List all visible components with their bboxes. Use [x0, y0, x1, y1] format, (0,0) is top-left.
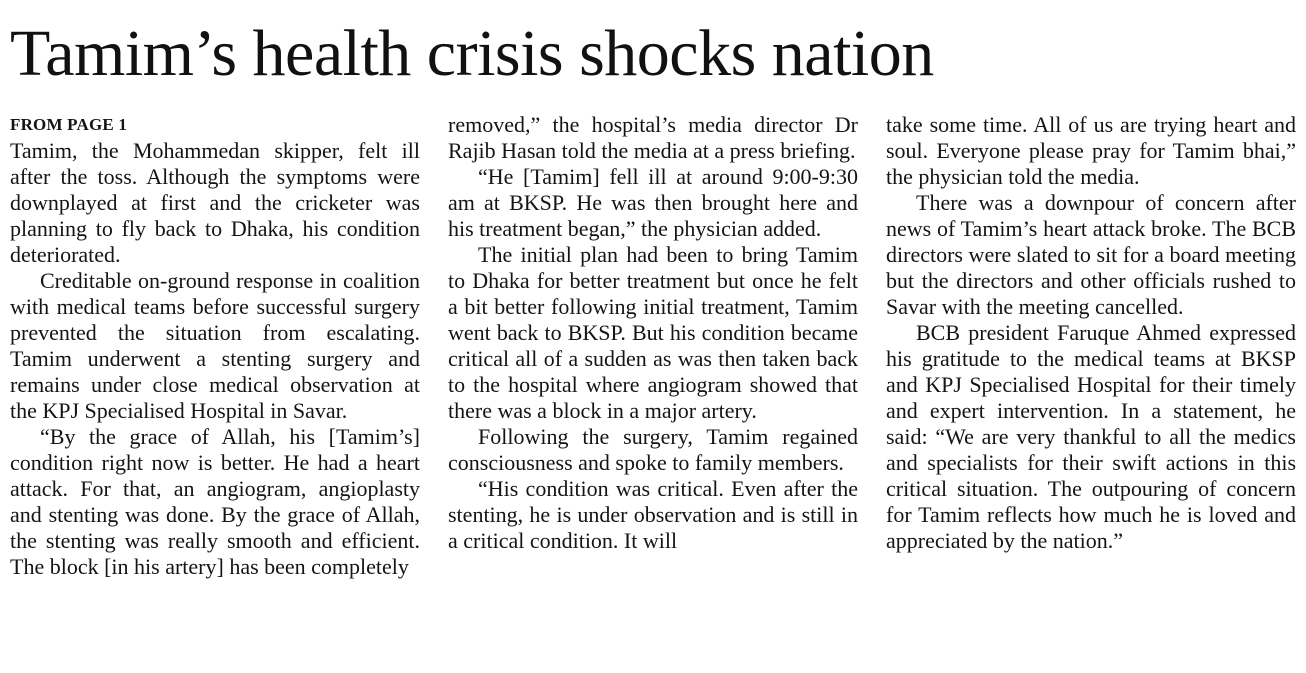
article-paragraph: BCB president Faruque Ahmed expressed his gratitude to the medical teams at BKSP and KPJ Specialised Hospital for their timely and expert intervention. In a statement, he said: “We are very thankful to all the medics and specialists for their swift actions in this critical situation. The outpouring of concern for Tamim reflects how much he is loved and appreciated by the nation.”: [886, 320, 1296, 553]
article-paragraph: Tamim, the Mohammedan skipper, felt ill after the toss. Although the symptoms were downplayed at first and the cricketer was planning to fly back to Dhaka, his condition deteriorated.: [10, 138, 420, 267]
article-paragraph: Creditable on-ground response in coalition with medical teams before successful surgery prevented the situation from escalating. Tamim underwent a stenting surgery and remains under close medical observation at the KPJ Specialised Hospital in Savar.: [10, 268, 420, 423]
article-column-3: [886, 112, 1296, 554]
headline: Tamim’s health crisis shocks nation: [10, 17, 934, 90]
article-column-2: [448, 112, 858, 554]
article-column-1: [10, 112, 420, 580]
article-paragraph: There was a downpour of concern after news of Tamim’s heart attack broke. The BCB directors were slated to sit for a board meeting but the directors and other officials rushed to Savar with the meeting cancelled.: [886, 190, 1296, 319]
article-paragraph: Following the surgery, Tamim regained consciousness and spoke to family members.: [448, 424, 858, 475]
continuation-kicker: FROM PAGE 1: [10, 115, 128, 134]
article-paragraph: “His condition was critical. Even after the stenting, he is under observation and is still in a critical condition. It will: [448, 476, 858, 553]
article-paragraph: removed,” the hospital’s media director Dr Rajib Hasan told the media at a press briefing.: [448, 112, 858, 163]
article-paragraph: “He [Tamim] fell ill at around 9:00-9:30 am at BKSP. He was then brought here and his treatment began,” the physician added.: [448, 164, 858, 241]
article-paragraph: “By the grace of Allah, his [Tamim’s] condition right now is better. He had a heart attack. For that, an angiogram, angioplasty and stenting was done. By the grace of Allah, the stenting was really smooth and efficient. The block [in his artery] has been completely: [10, 424, 420, 579]
article-paragraph: take some time. All of us are trying heart and soul. Everyone please pray for Tamim bhai,” the physician told the media.: [886, 112, 1296, 189]
article-paragraph: The initial plan had been to bring Tamim to Dhaka for better treatment but once he felt a bit better following initial treatment, Tamim went back to BKSP. But his condition became critical all of a sudden as was then taken back to the hospital where angiogram showed that there was a block in a major artery.: [448, 242, 858, 423]
